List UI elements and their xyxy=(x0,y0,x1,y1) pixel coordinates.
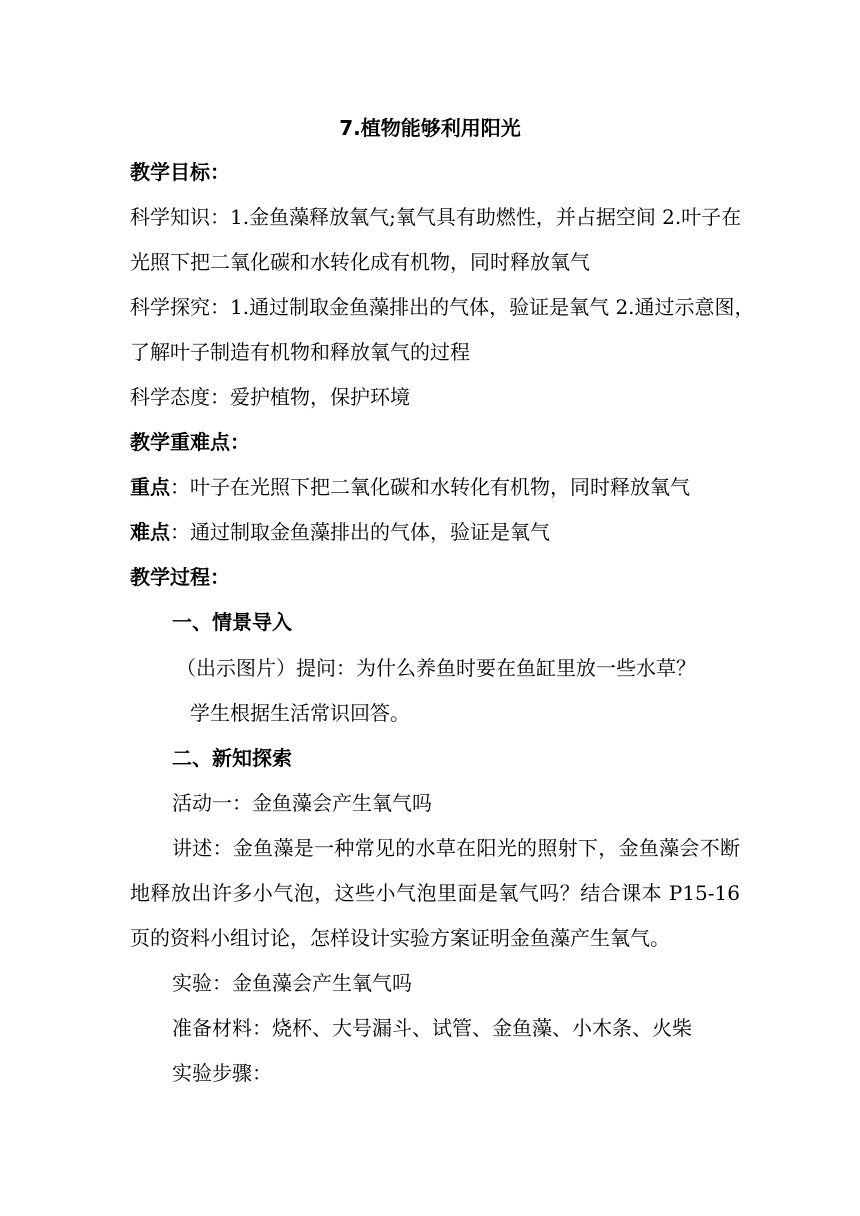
part1-answer: 学生根据生活常识回答。 xyxy=(190,701,410,725)
knowledge-line-1: 科学知识：1.金鱼藻释放氧气;氧气具有助燃性，并占据空间 2.叶子在 xyxy=(130,205,742,229)
inquiry-line-1: 科学探究：1.通过制取金鱼藻排出的气体，验证是氧气 2.通过示意图， xyxy=(130,295,755,319)
narrate-line-2: 地释放出许多小气泡，这些小气泡里面是氧气吗？结合课本 P15-16 xyxy=(130,881,740,905)
narrate-line-1: 讲述：金鱼藻是一种常见的水草在阳光的照射下，金鱼藻会不断 xyxy=(172,836,740,860)
part1-question: （出示图片）提问：为什么养鱼时要在鱼缸里放一些水草？ xyxy=(176,656,696,680)
key-point-label: 重点 xyxy=(130,475,170,499)
difficulty-text: ：通过制取金鱼藻排出的气体，验证是氧气 xyxy=(170,520,550,544)
objectives-heading: 教学目标： xyxy=(130,160,230,184)
activity1-line: 活动一：金鱼藻会产生氧气吗 xyxy=(172,791,432,815)
attitude-line: 科学态度：爱护植物，保护环境 xyxy=(130,385,410,409)
narrate-line-3: 页的资料小组讨论，怎样设计实验方案证明金鱼藻产生氧气。 xyxy=(130,926,670,950)
difficulty-line xyxy=(130,518,740,546)
knowledge-line-2: 光照下把二氧化碳和水转化成有机物，同时释放氧气 xyxy=(130,250,590,274)
difficulty-label: 难点 xyxy=(130,520,170,544)
materials-line: 准备材料：烧杯、大号漏斗、试管、金鱼藻、小木条、火柴 xyxy=(172,1016,692,1040)
key-point-line xyxy=(130,473,740,501)
experiment-line: 实验：金鱼藻会产生氧气吗 xyxy=(172,971,412,995)
steps-line: 实验步骤： xyxy=(172,1061,272,1085)
part1-heading: 一、情景导入 xyxy=(172,610,292,634)
inquiry-line-2: 了解叶子制造有机物和释放氧气的过程 xyxy=(130,340,470,364)
key-point-text: ：叶子在光照下把二氧化碳和水转化有机物，同时释放氧气 xyxy=(170,475,690,499)
page-title: 7.植物能够利用阳光 xyxy=(339,116,521,140)
keypoints-heading: 教学重难点： xyxy=(130,430,250,454)
part2-heading: 二、新知探索 xyxy=(172,746,292,770)
process-heading: 教学过程： xyxy=(130,565,230,589)
